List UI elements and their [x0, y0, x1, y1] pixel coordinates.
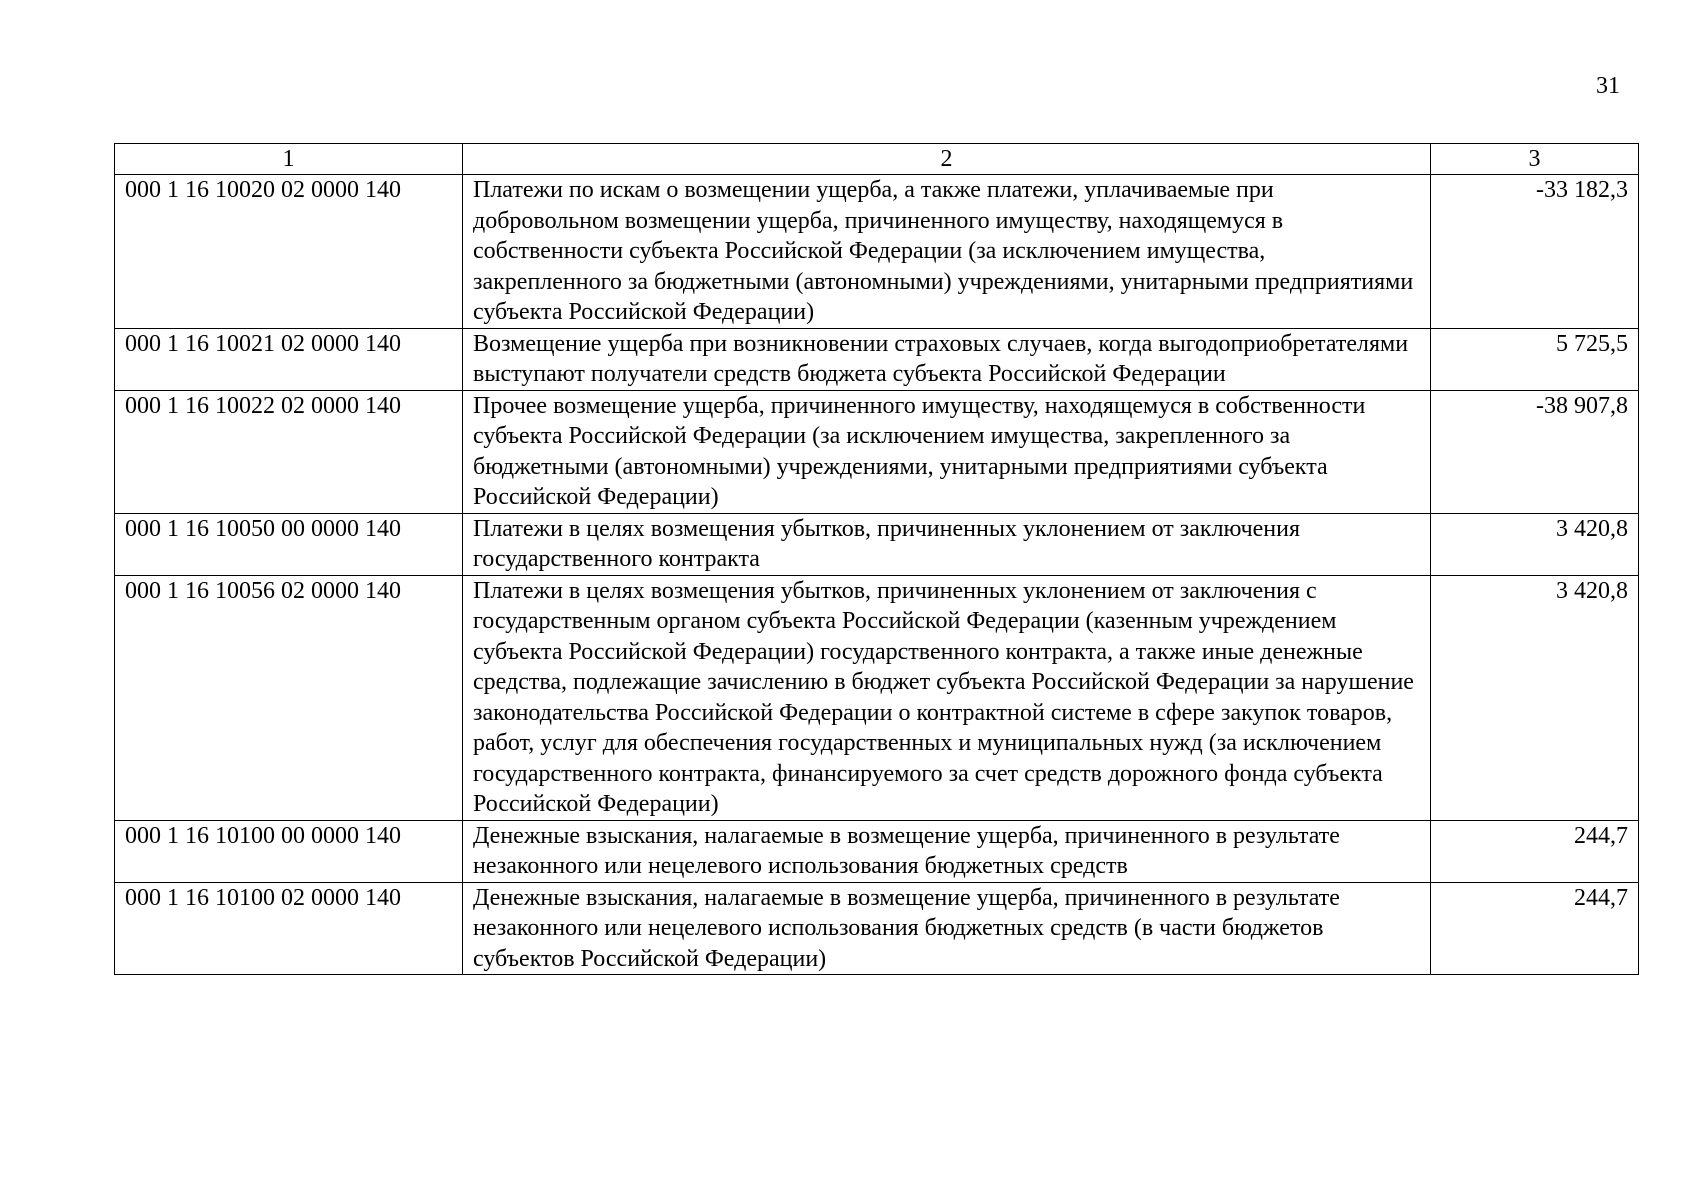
income-name: Платежи в целях возмещения убытков, причиненных уклонением от заключения с государственным органом субъекта Российской Федерации (казенным учреждением субъекта Российской Федерации) государственного контракта, а также иные денежные средства, подлежащие зачислению в бюджет субъекта Российской Федерации за нарушение законодательства Российской Федерации о контрактной системе в сфере закупок товаров, работ, услуг для обеспечения государственных и муниципальных нужд (за исключением государственного контракта, финансируемого за счет средств дорожного фонда субъекта Российской Федерации) — [463, 575, 1431, 820]
page-number: 31 — [1596, 73, 1620, 99]
income-code: 000 1 16 10020 02 0000 140 — [115, 175, 463, 329]
table-row — [115, 575, 1639, 820]
budget-revenue-table — [114, 143, 1639, 975]
amount-value: -33 182,3 — [1431, 175, 1639, 329]
column-header-1: 1 — [115, 144, 463, 175]
amount-value: 3 420,8 — [1431, 575, 1639, 820]
income-name: Возмещение ущерба при возникновении страховых случаев, когда выгодоприобретателями выступают получатели средств бюджета субъекта Российской Федерации — [463, 328, 1431, 390]
income-code: 000 1 16 10050 00 0000 140 — [115, 513, 463, 575]
income-name: Прочее возмещение ущерба, причиненного имуществу, находящемуся в собственности субъекта Российской Федерации (за исключением имущества, закрепленного за бюджетными (автономными) учреждениями, унитарными предприятиями субъекта Российской Федерации) — [463, 390, 1431, 513]
income-code: 000 1 16 10100 02 0000 140 — [115, 882, 463, 975]
income-code: 000 1 16 10056 02 0000 140 — [115, 575, 463, 820]
income-code: 000 1 16 10022 02 0000 140 — [115, 390, 463, 513]
amount-value: 244,7 — [1431, 820, 1639, 882]
column-header-2: 2 — [463, 144, 1431, 175]
income-name: Денежные взыскания, налагаемые в возмещение ущерба, причиненного в результате незаконного или нецелевого использования бюджетных средств (в части бюджетов субъектов Российской Федерации) — [463, 882, 1431, 975]
table-row — [115, 820, 1639, 882]
table-row — [115, 328, 1639, 390]
amount-value: 3 420,8 — [1431, 513, 1639, 575]
table-row — [115, 175, 1639, 329]
income-code: 000 1 16 10021 02 0000 140 — [115, 328, 463, 390]
income-code: 000 1 16 10100 00 0000 140 — [115, 820, 463, 882]
income-name: Платежи в целях возмещения убытков, причиненных уклонением от заключения государственного контракта — [463, 513, 1431, 575]
table-row — [115, 513, 1639, 575]
amount-value: 244,7 — [1431, 882, 1639, 975]
table-row — [115, 882, 1639, 975]
table-header-row — [115, 144, 1639, 175]
table-row — [115, 390, 1639, 513]
income-name: Денежные взыскания, налагаемые в возмещение ущерба, причиненного в результате незаконного или нецелевого использования бюджетных средств — [463, 820, 1431, 882]
amount-value: 5 725,5 — [1431, 328, 1639, 390]
amount-value: -38 907,8 — [1431, 390, 1639, 513]
income-name: Платежи по искам о возмещении ущерба, а также платежи, уплачиваемые при добровольном возмещении ущерба, причиненного имуществу, находящемуся в собственности субъекта Российской Федерации (за исключением имущества, закрепленного за бюджетными (автономными) учреждениями, унитарными предприятиями субъекта Российской Федерации) — [463, 175, 1431, 329]
column-header-3: 3 — [1431, 144, 1639, 175]
